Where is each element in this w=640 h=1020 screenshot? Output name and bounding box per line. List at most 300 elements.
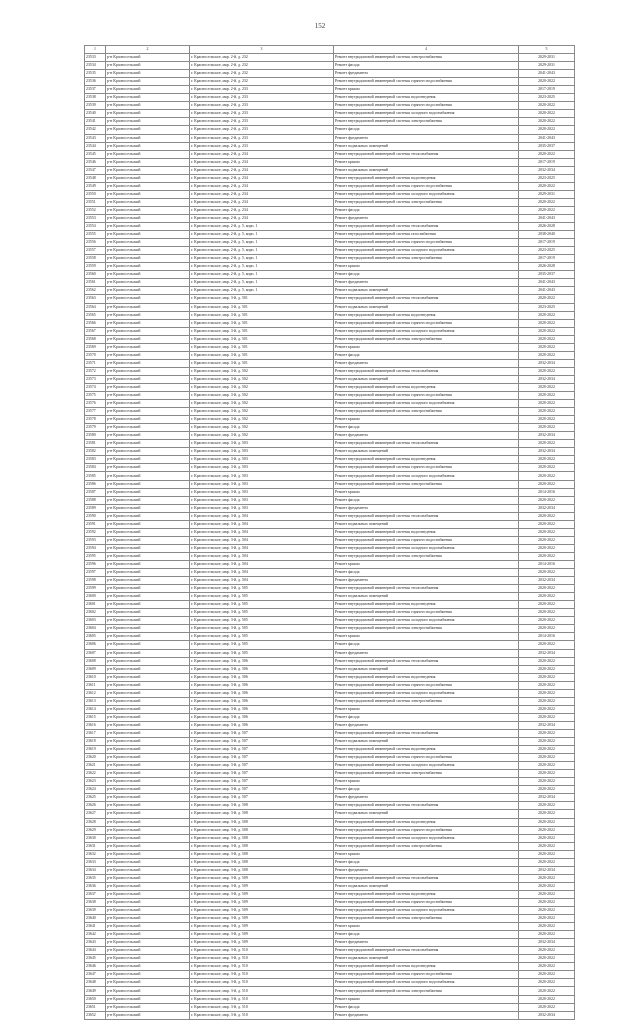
district-cell: р-н Красносельский bbox=[106, 778, 190, 786]
row-number-cell: 23539 bbox=[85, 102, 106, 110]
work-type-cell: Ремонт крыши bbox=[334, 995, 519, 1003]
table-row bbox=[85, 472, 575, 480]
row-number-cell: 23631 bbox=[85, 842, 106, 850]
table-row bbox=[85, 351, 575, 359]
row-number-cell: 23608 bbox=[85, 657, 106, 665]
period-cell: 2020-2022 bbox=[519, 609, 575, 617]
work-type-cell: Ремонт внутридомовой инженерной системы горячего водоснабжения bbox=[334, 464, 519, 472]
district-cell: р-н Красносельский bbox=[106, 544, 190, 552]
row-number-cell: 23621 bbox=[85, 762, 106, 770]
row-number-cell: 23592 bbox=[85, 528, 106, 536]
table-row bbox=[85, 102, 575, 110]
table-row bbox=[85, 907, 575, 915]
row-number-cell: 23600 bbox=[85, 593, 106, 601]
work-type-cell: Ремонт фасада bbox=[334, 858, 519, 866]
period-cell: 2020-2022 bbox=[519, 206, 575, 214]
table-row bbox=[85, 850, 575, 858]
period-cell: 2032-2034 bbox=[519, 166, 575, 174]
row-number-cell: 23541 bbox=[85, 118, 106, 126]
period-cell: 2038-2040 bbox=[519, 231, 575, 239]
work-type-cell: Ремонт внутридомовой инженерной системы электроснабжения bbox=[334, 118, 519, 126]
table-row bbox=[85, 939, 575, 947]
address-cell: г. Красносельское, мкр. 3-й, д. 501 bbox=[190, 319, 334, 327]
row-number-cell: 23571 bbox=[85, 359, 106, 367]
address-cell: г. Красносельское, мкр. 3-й, д. 505 bbox=[190, 601, 334, 609]
period-cell: 2020-2022 bbox=[519, 456, 575, 464]
district-cell: р-н Красносельский bbox=[106, 955, 190, 963]
address-cell: г. Красносельское, мкр. 3-й, д. 509 bbox=[190, 907, 334, 915]
row-number-cell: 23580 bbox=[85, 432, 106, 440]
work-type-cell: Ремонт внутридомовой инженерной системы водоотведения bbox=[334, 174, 519, 182]
address-cell: г. Красносельское, мкр. 3-й, д. 504 bbox=[190, 528, 334, 536]
header-row bbox=[85, 46, 575, 54]
work-type-cell: Ремонт внутридомовой инженерной системы горячего водоснабжения bbox=[334, 78, 519, 86]
row-number-cell: 23589 bbox=[85, 504, 106, 512]
row-number-cell: 23607 bbox=[85, 649, 106, 657]
period-cell: 2026-2028 bbox=[519, 263, 575, 271]
address-cell: г. Красносельское, мкр. 2-й, д. 234 bbox=[190, 198, 334, 206]
work-type-cell: Ремонт внутридомовой инженерной системы холодного водоснабжения bbox=[334, 544, 519, 552]
work-type-cell: Ремонт внутридомовой инженерной системы теплоснабжения bbox=[334, 367, 519, 375]
row-number-cell: 23641 bbox=[85, 923, 106, 931]
period-cell: 2041-2043 bbox=[519, 70, 575, 78]
period-cell: 2020-2022 bbox=[519, 1003, 575, 1011]
period-cell: 2020-2022 bbox=[519, 472, 575, 480]
work-type-cell: Ремонт фасада bbox=[334, 931, 519, 939]
table-row bbox=[85, 464, 575, 472]
address-cell: г. Красносельское, мкр. 3-й, д. 504 bbox=[190, 520, 334, 528]
address-cell: г. Красносельское, мкр. 2-й, д. 5, корп. 1 bbox=[190, 279, 334, 287]
address-cell: г. Красносельское, мкр. 3-й, д. 506 bbox=[190, 721, 334, 729]
page-number: 152 bbox=[314, 22, 326, 30]
row-number-cell: 23578 bbox=[85, 416, 106, 424]
table-row bbox=[85, 786, 575, 794]
table-row bbox=[85, 585, 575, 593]
work-type-cell: Ремонт внутридомовой инженерной системы водоотведения bbox=[334, 890, 519, 898]
period-cell: 2020-2022 bbox=[519, 496, 575, 504]
table-row bbox=[85, 866, 575, 874]
address-cell: г. Красносельское, мкр. 3-й, д. 508 bbox=[190, 826, 334, 834]
work-type-cell: Ремонт внутридомовой инженерной системы горячего водоснабжения bbox=[334, 319, 519, 327]
table-row bbox=[85, 86, 575, 94]
work-type-cell: Ремонт крыши bbox=[334, 778, 519, 786]
period-cell: 2032-2034 bbox=[519, 794, 575, 802]
address-cell: г. Красносельское, мкр. 2-й, д. 232 bbox=[190, 62, 334, 70]
table-row bbox=[85, 947, 575, 955]
row-number-cell: 23550 bbox=[85, 190, 106, 198]
address-cell: г. Красносельское, мкр. 3-й, д. 501 bbox=[190, 335, 334, 343]
work-type-cell: Ремонт внутридомовой инженерной системы теплоснабжения bbox=[334, 150, 519, 158]
period-cell: 2020-2022 bbox=[519, 327, 575, 335]
period-cell: 2020-2022 bbox=[519, 295, 575, 303]
table-row bbox=[85, 311, 575, 319]
period-cell: 2020-2022 bbox=[519, 818, 575, 826]
work-type-cell: Ремонт фасада bbox=[334, 713, 519, 721]
row-number-cell: 23633 bbox=[85, 858, 106, 866]
column-header: 4 bbox=[334, 46, 519, 54]
address-cell: г. Красносельское, мкр. 3-й, д. 508 bbox=[190, 834, 334, 842]
row-number-cell: 23617 bbox=[85, 729, 106, 737]
period-cell: 2020-2022 bbox=[519, 826, 575, 834]
district-cell: р-н Красносельский bbox=[106, 214, 190, 222]
work-type-cell: Ремонт подвальных помещений bbox=[334, 166, 519, 174]
work-type-cell: Ремонт фасада bbox=[334, 424, 519, 432]
district-cell: р-н Красносельский bbox=[106, 762, 190, 770]
district-cell: р-н Красносельский bbox=[106, 898, 190, 906]
table-row bbox=[85, 335, 575, 343]
work-type-cell: Ремонт фасада bbox=[334, 496, 519, 504]
district-cell: р-н Красносельский bbox=[106, 496, 190, 504]
district-cell: р-н Красносельский bbox=[106, 802, 190, 810]
address-cell: г. Красносельское, мкр. 2-й, д. 233 bbox=[190, 102, 334, 110]
table-row bbox=[85, 577, 575, 585]
district-cell: р-н Красносельский bbox=[106, 70, 190, 78]
row-number-cell: 23643 bbox=[85, 939, 106, 947]
table-row bbox=[85, 633, 575, 641]
work-type-cell: Ремонт фундамента bbox=[334, 649, 519, 657]
period-cell: 2020-2022 bbox=[519, 778, 575, 786]
period-cell: 2035-2037 bbox=[519, 142, 575, 150]
row-number-cell: 23557 bbox=[85, 247, 106, 255]
district-cell: р-н Красносельский bbox=[106, 327, 190, 335]
address-cell: г. Красносельское, мкр. 3-й, д. 501 bbox=[190, 343, 334, 351]
district-cell: р-н Красносельский bbox=[106, 480, 190, 488]
address-cell: г. Красносельское, мкр. 3-й, д. 502 bbox=[190, 375, 334, 383]
row-number-cell: 23604 bbox=[85, 625, 106, 633]
address-cell: г. Красносельское, мкр. 3-й, д. 501 bbox=[190, 303, 334, 311]
period-cell: 2020-2022 bbox=[519, 955, 575, 963]
district-cell: р-н Красносельский bbox=[106, 754, 190, 762]
row-number-cell: 23598 bbox=[85, 577, 106, 585]
district-cell: р-н Красносельский bbox=[106, 512, 190, 520]
table-row bbox=[85, 882, 575, 890]
address-cell: г. Красносельское, мкр. 3-й, д. 508 bbox=[190, 866, 334, 874]
district-cell: р-н Красносельский bbox=[106, 62, 190, 70]
district-cell: р-н Красносельский bbox=[106, 738, 190, 746]
row-number-cell: 23553 bbox=[85, 214, 106, 222]
district-cell: р-н Красносельский bbox=[106, 174, 190, 182]
row-number-cell: 23561 bbox=[85, 279, 106, 287]
table-row bbox=[85, 504, 575, 512]
period-cell: 2020-2022 bbox=[519, 898, 575, 906]
district-cell: р-н Красносельский bbox=[106, 593, 190, 601]
district-cell: р-н Красносельский bbox=[106, 842, 190, 850]
row-number-cell: 23640 bbox=[85, 915, 106, 923]
table-row bbox=[85, 834, 575, 842]
district-cell: р-н Красносельский bbox=[106, 609, 190, 617]
district-cell: р-н Красносельский bbox=[106, 520, 190, 528]
district-cell: р-н Красносельский bbox=[106, 625, 190, 633]
table-row bbox=[85, 794, 575, 802]
period-cell: 2035-2037 bbox=[519, 271, 575, 279]
work-type-cell: Ремонт крыши bbox=[334, 850, 519, 858]
period-cell: 2032-2034 bbox=[519, 448, 575, 456]
work-type-cell: Ремонт фундамента bbox=[334, 279, 519, 287]
address-cell: г. Красносельское, мкр. 3-й, д. 503 bbox=[190, 448, 334, 456]
row-number-cell: 23556 bbox=[85, 239, 106, 247]
period-cell: 2020-2022 bbox=[519, 351, 575, 359]
table-row bbox=[85, 802, 575, 810]
address-cell: г. Красносельское, мкр. 2-й, д. 5, корп. 1 bbox=[190, 223, 334, 231]
period-cell: 2029-2031 bbox=[519, 54, 575, 62]
district-cell: р-н Красносельский bbox=[106, 158, 190, 166]
address-cell: г. Красносельское, мкр. 3-й, д. 508 bbox=[190, 802, 334, 810]
work-type-cell: Ремонт фундамента bbox=[334, 359, 519, 367]
work-type-cell: Ремонт внутридомовой инженерной системы холодного водоснабжения bbox=[334, 979, 519, 987]
work-type-cell: Ремонт внутридомовой инженерной системы электроснабжения bbox=[334, 552, 519, 560]
work-type-cell: Ремонт внутридомовой инженерной системы теплоснабжения bbox=[334, 947, 519, 955]
row-number-cell: 23551 bbox=[85, 198, 106, 206]
address-cell: г. Красносельское, мкр. 3-й, д. 506 bbox=[190, 705, 334, 713]
district-cell: р-н Красносельский bbox=[106, 850, 190, 858]
address-cell: г. Красносельское, мкр. 2-й, д. 234 bbox=[190, 150, 334, 158]
work-type-cell: Ремонт внутридомовой инженерной системы теплоснабжения bbox=[334, 440, 519, 448]
period-cell: 2020-2022 bbox=[519, 874, 575, 882]
table-row bbox=[85, 223, 575, 231]
district-cell: р-н Красносельский bbox=[106, 641, 190, 649]
period-cell: 2020-2022 bbox=[519, 617, 575, 625]
table-row bbox=[85, 142, 575, 150]
row-number-cell: 23552 bbox=[85, 206, 106, 214]
work-type-cell: Ремонт внутридомовой инженерной системы водоотведения bbox=[334, 528, 519, 536]
address-cell: г. Красносельское, мкр. 3-й, д. 506 bbox=[190, 673, 334, 681]
row-number-cell: 23647 bbox=[85, 971, 106, 979]
address-cell: г. Красносельское, мкр. 3-й, д. 502 bbox=[190, 432, 334, 440]
district-cell: р-н Красносельский bbox=[106, 182, 190, 190]
row-number-cell: 23596 bbox=[85, 561, 106, 569]
row-number-cell: 23627 bbox=[85, 810, 106, 818]
address-cell: г. Красносельское, мкр. 3-й, д. 501 bbox=[190, 327, 334, 335]
table-row bbox=[85, 746, 575, 754]
column-header: 5 bbox=[519, 46, 575, 54]
district-cell: р-н Красносельский bbox=[106, 231, 190, 239]
work-type-cell: Ремонт внутридомовой инженерной системы холодного водоснабжения bbox=[334, 834, 519, 842]
district-cell: р-н Красносельский bbox=[106, 86, 190, 94]
district-cell: р-н Красносельский bbox=[106, 858, 190, 866]
row-number-cell: 23601 bbox=[85, 601, 106, 609]
district-cell: р-н Красносельский bbox=[106, 746, 190, 754]
work-type-cell: Ремонт фасада bbox=[334, 641, 519, 649]
table-row bbox=[85, 319, 575, 327]
address-cell: г. Красносельское, мкр. 3-й, д. 504 bbox=[190, 552, 334, 560]
row-number-cell: 23534 bbox=[85, 62, 106, 70]
row-number-cell: 23547 bbox=[85, 166, 106, 174]
period-cell: 2020-2022 bbox=[519, 746, 575, 754]
row-number-cell: 23610 bbox=[85, 673, 106, 681]
period-cell: 2020-2022 bbox=[519, 424, 575, 432]
table-row bbox=[85, 778, 575, 786]
row-number-cell: 23594 bbox=[85, 544, 106, 552]
period-cell: 2020-2022 bbox=[519, 762, 575, 770]
table-row bbox=[85, 810, 575, 818]
table-row bbox=[85, 392, 575, 400]
address-cell: г. Красносельское, мкр. 3-й, д. 508 bbox=[190, 858, 334, 866]
district-cell: р-н Красносельский bbox=[106, 78, 190, 86]
address-cell: г. Красносельское, мкр. 3-й, д. 508 bbox=[190, 818, 334, 826]
address-cell: г. Красносельское, мкр. 2-й, д. 232 bbox=[190, 54, 334, 62]
district-cell: р-н Красносельский bbox=[106, 311, 190, 319]
table-row bbox=[85, 593, 575, 601]
row-number-cell: 23609 bbox=[85, 665, 106, 673]
district-cell: р-н Красносельский bbox=[106, 432, 190, 440]
table-row bbox=[85, 561, 575, 569]
work-type-cell: Ремонт крыши bbox=[334, 923, 519, 931]
work-type-cell: Ремонт фасада bbox=[334, 1003, 519, 1011]
work-type-cell: Ремонт крыши bbox=[334, 633, 519, 641]
district-cell: р-н Красносельский bbox=[106, 343, 190, 351]
period-cell: 2020-2022 bbox=[519, 850, 575, 858]
period-cell: 2020-2022 bbox=[519, 802, 575, 810]
address-cell: г. Красносельское, мкр. 3-й, д. 502 bbox=[190, 392, 334, 400]
period-cell: 2020-2022 bbox=[519, 665, 575, 673]
work-type-cell: Ремонт внутридомовой инженерной системы холодного водоснабжения bbox=[334, 400, 519, 408]
work-type-cell: Ремонт внутридомовой инженерной системы водоотведения bbox=[334, 456, 519, 464]
row-number-cell: 23591 bbox=[85, 520, 106, 528]
work-type-cell: Ремонт внутридомовой инженерной системы холодного водоснабжения bbox=[334, 110, 519, 118]
district-cell: р-н Красносельский bbox=[106, 247, 190, 255]
address-cell: г. Красносельское, мкр. 3-й, д. 509 bbox=[190, 915, 334, 923]
period-cell: 2020-2022 bbox=[519, 842, 575, 850]
table-row bbox=[85, 190, 575, 198]
row-number-cell: 23645 bbox=[85, 955, 106, 963]
period-cell: 2020-2022 bbox=[519, 834, 575, 842]
work-type-cell: Ремонт внутридомовой инженерной системы холодного водоснабжения bbox=[334, 247, 519, 255]
address-cell: г. Красносельское, мкр. 3-й, д. 501 bbox=[190, 311, 334, 319]
period-cell: 2032-2034 bbox=[519, 375, 575, 383]
address-cell: г. Красносельское, мкр. 3-й, д. 502 bbox=[190, 416, 334, 424]
table-row bbox=[85, 995, 575, 1003]
row-number-cell: 23537 bbox=[85, 86, 106, 94]
work-type-cell: Ремонт внутридомовой инженерной системы горячего водоснабжения bbox=[334, 754, 519, 762]
row-number-cell: 23603 bbox=[85, 617, 106, 625]
period-cell: 2020-2022 bbox=[519, 657, 575, 665]
work-type-cell: Ремонт внутридомовой инженерной системы холодного водоснабжения bbox=[334, 472, 519, 480]
address-cell: г. Красносельское, мкр. 2-й, д. 234 bbox=[190, 206, 334, 214]
address-cell: г. Красносельское, мкр. 2-й, д. 232 bbox=[190, 70, 334, 78]
work-type-cell: Ремонт фасада bbox=[334, 126, 519, 134]
table-row bbox=[85, 78, 575, 86]
table-row bbox=[85, 681, 575, 689]
address-cell: г. Красносельское, мкр. 3-й, д. 510 bbox=[190, 987, 334, 995]
address-cell: г. Красносельское, мкр. 3-й, д. 509 bbox=[190, 923, 334, 931]
address-cell: г. Красносельское, мкр. 3-й, д. 504 bbox=[190, 536, 334, 544]
work-type-cell: Ремонт внутридомовой инженерной системы водоотведения bbox=[334, 673, 519, 681]
table-row bbox=[85, 400, 575, 408]
table-row bbox=[85, 762, 575, 770]
district-cell: р-н Красносельский bbox=[106, 504, 190, 512]
row-number-cell: 23567 bbox=[85, 327, 106, 335]
district-cell: р-н Красносельский bbox=[106, 794, 190, 802]
table-row bbox=[85, 625, 575, 633]
period-cell: 2029-2031 bbox=[519, 190, 575, 198]
address-cell: г. Красносельское, мкр. 2-й, д. 5, корп. 1 bbox=[190, 271, 334, 279]
district-cell: р-н Красносельский bbox=[106, 1011, 190, 1019]
address-cell: г. Красносельское, мкр. 3-й, д. 508 bbox=[190, 842, 334, 850]
work-type-cell: Ремонт внутридомовой инженерной системы холодного водоснабжения bbox=[334, 689, 519, 697]
row-number-cell: 23590 bbox=[85, 512, 106, 520]
work-type-cell: Ремонт подвальных помещений bbox=[334, 882, 519, 890]
period-cell: 2020-2022 bbox=[519, 738, 575, 746]
work-type-cell: Ремонт внутридомовой инженерной системы холодного водоснабжения bbox=[334, 617, 519, 625]
table-row bbox=[85, 214, 575, 222]
period-cell: 2020-2022 bbox=[519, 907, 575, 915]
period-cell: 2032-2034 bbox=[519, 649, 575, 657]
work-type-cell: Ремонт крыши bbox=[334, 416, 519, 424]
district-cell: р-н Красносельский bbox=[106, 601, 190, 609]
district-cell: р-н Красносельский bbox=[106, 713, 190, 721]
work-type-cell: Ремонт крыши bbox=[334, 561, 519, 569]
period-cell: 2020-2022 bbox=[519, 319, 575, 327]
address-cell: г. Красносельское, мкр. 3-й, д. 503 bbox=[190, 472, 334, 480]
row-number-cell: 23559 bbox=[85, 263, 106, 271]
district-cell: р-н Красносельский bbox=[106, 54, 190, 62]
work-type-cell: Ремонт внутридомовой инженерной системы холодного водоснабжения bbox=[334, 907, 519, 915]
table-row bbox=[85, 1011, 575, 1019]
table-row bbox=[85, 359, 575, 367]
district-cell: р-н Красносельский bbox=[106, 303, 190, 311]
district-cell: р-н Красносельский bbox=[106, 995, 190, 1003]
district-cell: р-н Красносельский bbox=[106, 102, 190, 110]
period-cell: 2020-2022 bbox=[519, 786, 575, 794]
work-type-cell: Ремонт крыши bbox=[334, 158, 519, 166]
table-row bbox=[85, 375, 575, 383]
table-row bbox=[85, 488, 575, 496]
row-number-cell: 23634 bbox=[85, 866, 106, 874]
row-number-cell: 23585 bbox=[85, 472, 106, 480]
work-type-cell: Ремонт внутридомовой инженерной системы электроснабжения bbox=[334, 408, 519, 416]
row-number-cell: 23618 bbox=[85, 738, 106, 746]
period-cell: 2020-2022 bbox=[519, 544, 575, 552]
table-row bbox=[85, 898, 575, 906]
table-row bbox=[85, 713, 575, 721]
address-cell: г. Красносельское, мкр. 2-й, д. 234 bbox=[190, 174, 334, 182]
period-cell: 2020-2022 bbox=[519, 858, 575, 866]
district-cell: р-н Красносельский bbox=[106, 335, 190, 343]
table-row bbox=[85, 343, 575, 351]
work-type-cell: Ремонт крыши bbox=[334, 488, 519, 496]
district-cell: р-н Красносельский bbox=[106, 689, 190, 697]
table-row bbox=[85, 231, 575, 239]
row-number-cell: 23565 bbox=[85, 311, 106, 319]
period-cell: 2020-2022 bbox=[519, 971, 575, 979]
address-cell: г. Красносельское, мкр. 3-й, д. 505 bbox=[190, 641, 334, 649]
address-cell: г. Красносельское, мкр. 3-й, д. 502 bbox=[190, 367, 334, 375]
address-cell: г. Красносельское, мкр. 3-й, д. 503 bbox=[190, 440, 334, 448]
district-cell: р-н Красносельский bbox=[106, 206, 190, 214]
row-number-cell: 23614 bbox=[85, 705, 106, 713]
district-cell: р-н Красносельский bbox=[106, 448, 190, 456]
table-row bbox=[85, 754, 575, 762]
row-number-cell: 23605 bbox=[85, 633, 106, 641]
period-cell: 2014-2016 bbox=[519, 633, 575, 641]
row-number-cell: 23651 bbox=[85, 1003, 106, 1011]
work-type-cell: Ремонт внутридомовой инженерной системы электроснабжения bbox=[334, 335, 519, 343]
address-cell: г. Красносельское, мкр. 2-й, д. 5, корп. 1 bbox=[190, 263, 334, 271]
period-cell: 2032-2034 bbox=[519, 939, 575, 947]
table-row bbox=[85, 158, 575, 166]
period-cell: 2020-2022 bbox=[519, 335, 575, 343]
row-number-cell: 23577 bbox=[85, 408, 106, 416]
work-type-cell: Ремонт фасада bbox=[334, 351, 519, 359]
address-cell: г. Красносельское, мкр. 3-й, д. 502 bbox=[190, 383, 334, 391]
address-cell: г. Красносельское, мкр. 2-й, д. 233 bbox=[190, 86, 334, 94]
district-cell: р-н Красносельский bbox=[106, 569, 190, 577]
district-cell: р-н Красносельский bbox=[106, 351, 190, 359]
table-row bbox=[85, 657, 575, 665]
district-cell: р-н Красносельский bbox=[106, 408, 190, 416]
work-type-cell: Ремонт внутридомовой инженерной системы теплоснабжения bbox=[334, 512, 519, 520]
column-header: 1 bbox=[85, 46, 106, 54]
